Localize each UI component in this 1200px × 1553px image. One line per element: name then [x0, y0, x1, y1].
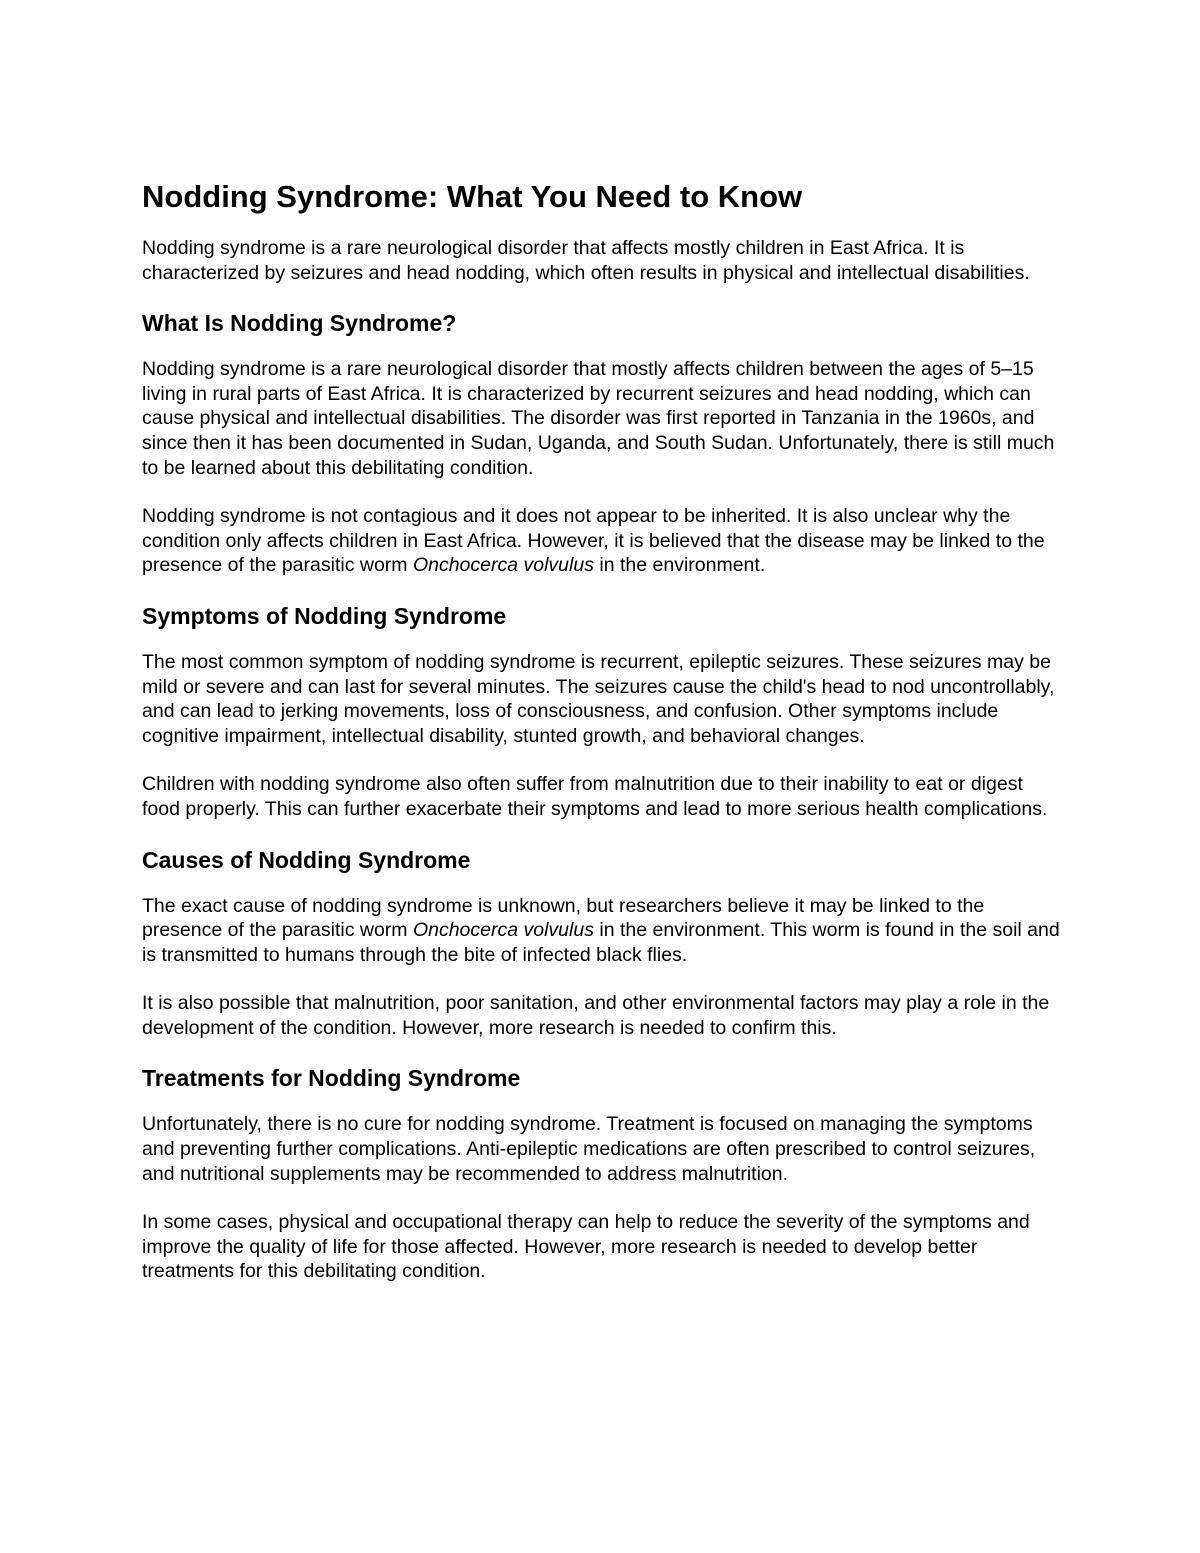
section-paragraph: The most common symptom of nodding syndrome is recurrent, epileptic seizures. These seizures may be mild or severe and can last for several minutes. The seizures cause the child's head to nod uncontrollably, and can lead to jerking movements, loss of consciousness, and confusion. Other symptoms include cognitive impairment, intellectual disability, stunted growth, and behavioral changes.: [142, 650, 1055, 747]
section-heading: Symptoms of Nodding Syndrome: [142, 602, 507, 629]
section-heading: What Is Nodding Syndrome?: [142, 310, 457, 337]
text-run: The exact cause of nodding syndrome is unknown, but researchers believe it may be linked to the presence of the parasitic worm: [142, 894, 985, 942]
species-name: Onchocerca volvulus: [412, 554, 594, 577]
document-title: Nodding Syndrome: What You Need to Know: [142, 179, 803, 214]
species-name: Onchocerca volvulus: [412, 919, 594, 942]
section-paragraph: Nodding syndrome is a rare neurological disorder that mostly affects children between the ages of 5–15 living in rural parts of East Africa. It is characterized by recurrent seizures and head nodding, which can cause physical and intellectual disabilities. The disorder was first reported in Tanzania in the 1960s, and since then it has been documented in Sudan, Uganda, and South Sudan. Unfortunately, there is still much to be learned about this debilitating condition.: [142, 358, 1055, 479]
section-paragraph: [142, 504, 1060, 578]
text-run: in the environment.: [593, 554, 766, 577]
section-heading: Causes of Nodding Syndrome: [142, 846, 471, 873]
section-paragraph: [142, 894, 1060, 968]
text-run: in the environment. This worm is found in the soil and is transmitted to humans through the bite of infected black flies.: [142, 919, 1060, 966]
section-causes: [142, 846, 1060, 1041]
document-page: [142, 178, 1060, 1308]
section-treatments: [142, 1064, 1060, 1284]
section-paragraph: Unfortunately, there is no cure for nodding syndrome. Treatment is focused on managing the symptoms and preventing further complications. Anti-epileptic medications are often prescribed to control seizures, and nutritional supplements may be recommended to address malnutrition.: [142, 1113, 1036, 1185]
text-run: Nodding syndrome is not contagious and it does not appear to be inherited. It is also unclear why the condition only affects children in East Africa. However, it is believed that the disease may be linked to the presence of the parasitic worm: [142, 505, 1045, 577]
section-heading: Treatments for Nodding Syndrome: [142, 1065, 521, 1092]
intro-paragraph: Nodding syndrome is a rare neurological disorder that affects mostly children in East Africa. It is characterized by seizures and head nodding, which often results in physical and intellectual disabilities.: [142, 237, 1030, 284]
section-symptoms: [142, 602, 1060, 822]
section-paragraph: In some cases, physical and occupational therapy can help to reduce the severity of the symptoms and improve the quality of life for those affected. However, more research is needed to develop better treatments for this debilitating condition.: [142, 1211, 1030, 1283]
section-paragraph: Children with nodding syndrome also often suffer from malnutrition due to their inability to eat or digest food properly. This can further exacerbate their symptoms and lead to more serious health complications.: [142, 773, 1048, 820]
section-what-is: [142, 309, 1060, 578]
section-paragraph: It is also possible that malnutrition, poor sanitation, and other environmental factors may play a role in the development of the condition. However, more research is needed to confirm this.: [142, 992, 1050, 1039]
